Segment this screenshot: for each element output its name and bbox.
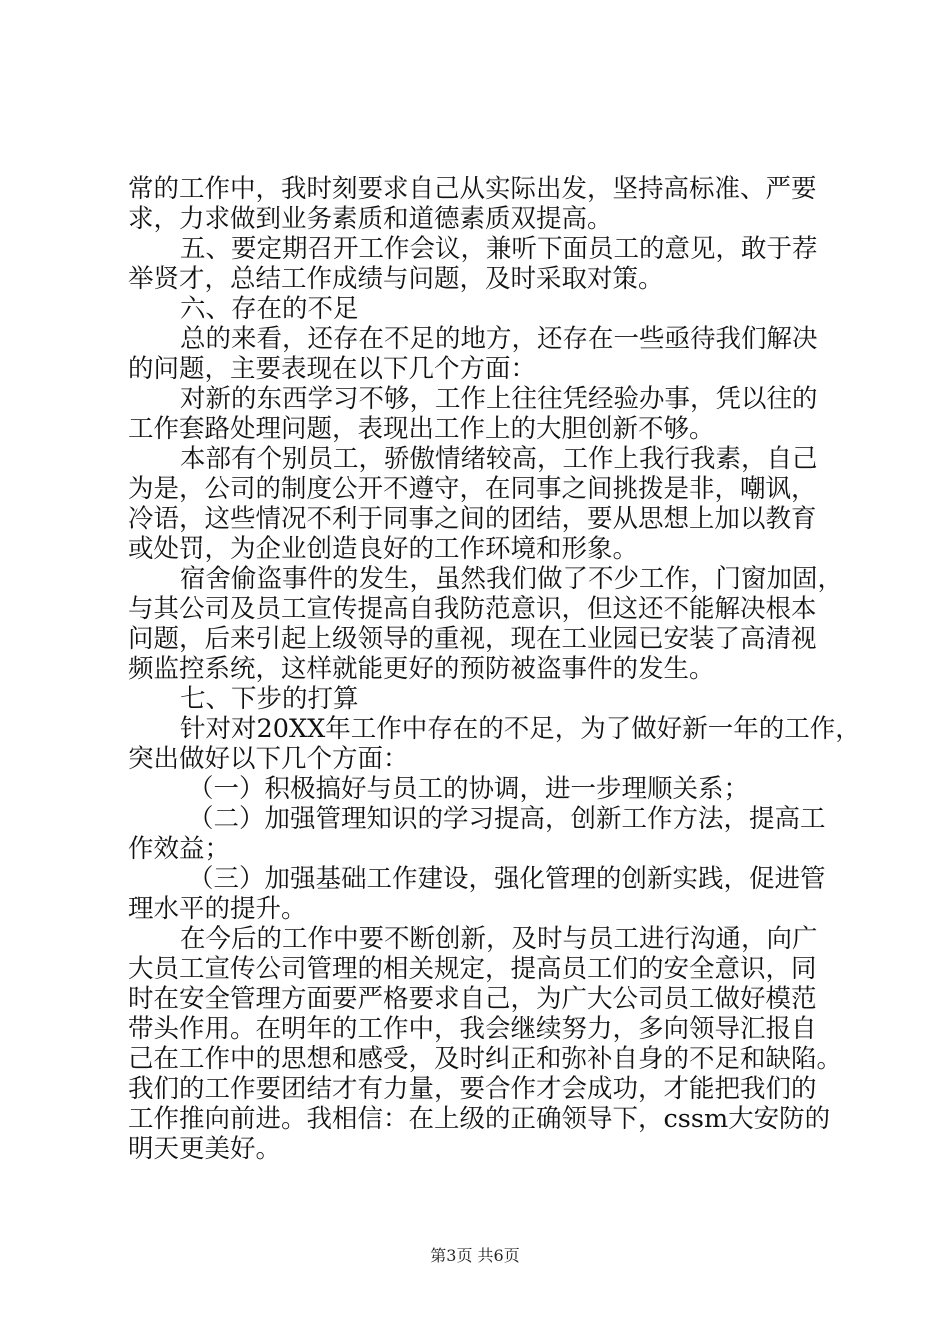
text-line: （一）积极搞好与员工的协调，进一步理顺关系； (188, 774, 750, 804)
paragraph (128, 324, 828, 384)
text-line: 理水平的提升。 (128, 894, 307, 924)
text-line: 五、要定期召开工作会议，兼听下面员工的意见，敢于荐 (180, 234, 818, 264)
text-line: 为是，公司的制度公开不遵守，在同事之间挑拨是非，嘲讽， (128, 474, 817, 504)
text-line: 七、下步的打算 (180, 684, 359, 714)
paragraph (128, 714, 861, 774)
text-line: 问题，后来引起上级领导的重视，现在工业园已安装了高清视 (128, 624, 817, 654)
text-line: 工作套路处理问题，表现出工作上的大胆创新不够。 (128, 414, 715, 444)
text-line: 的问题，主要表现在以下几个方面： (128, 354, 537, 384)
text-line: 举贤才，总结工作成绩与问题，及时采取对策。 (128, 264, 664, 294)
paragraph (128, 774, 828, 804)
text-line: 常的工作中，我时刻要求自己从实际出发，坚持高标准、严要 (128, 174, 817, 204)
text-line: 带头作用。在明年的工作中，我会继续努力，多向领导汇报自 (128, 1014, 817, 1044)
text-line: 大员工宣传公司管理的相关规定，提高员工们的安全意识，同 (128, 954, 817, 984)
paragraph (128, 444, 828, 564)
text-line: 六、存在的不足 (180, 294, 359, 324)
text-line: 本部有个别员工，骄傲情绪较高，工作上我行我素，自己 (180, 444, 818, 474)
text-line: 宿舍偷盗事件的发生，虽然我们做了不少工作，门窗加固， (180, 564, 844, 594)
page-footer: 第3页 共6页 (430, 1246, 520, 1265)
text-line: 与其公司及员工宣传提高自我防范意识，但这还不能解决根本 (128, 594, 817, 624)
paragraph (128, 864, 828, 924)
text-line: （二）加强管理知识的学习提高，创新工作方法，提高工 (188, 804, 826, 834)
paragraph (128, 174, 828, 234)
text-line: 频监控系统，这样就能更好的预防被盗事件的发生。 (128, 654, 715, 684)
text-line: 己在工作中的思想和感受，及时纠正和弥补自身的不足和缺陷。 (128, 1044, 843, 1074)
text-line: 或处罚，为企业创造良好的工作环境和形象。 (128, 534, 639, 564)
paragraph (128, 924, 843, 1164)
text-line: 工作推向前进。我相信：在上级的正确领导下，cssm大安防的 (128, 1104, 831, 1134)
document-body (128, 174, 861, 1164)
paragraph (128, 564, 844, 684)
text-line: 求，力求做到业务素质和道德素质双提高。 (128, 204, 613, 234)
paragraph (128, 234, 828, 294)
text-line: 针对对20XX年工作中存在的不足，为了做好新一年的工作， (180, 714, 861, 744)
text-line: 时在安全管理方面要严格要求自己，为广大公司员工做好模范 (128, 984, 817, 1014)
text-line: 突出做好以下几个方面： (128, 744, 409, 774)
text-line: （三）加强基础工作建设，强化管理的创新实践，促进管 (188, 864, 826, 894)
text-line: 在今后的工作中要不断创新，及时与员工进行沟通，向广 (180, 924, 818, 954)
text-line: 冷语，这些情况不利于同事之间的团结，要从思想上加以教育 (128, 504, 817, 534)
paragraph (128, 384, 828, 444)
text-line: 作效益； (128, 834, 231, 864)
text-line: 对新的东西学习不够，工作上往往凭经验办事，凭以往的 (180, 384, 818, 414)
text-line: 明天更美好。 (128, 1134, 282, 1164)
paragraph (128, 294, 828, 324)
paragraph (128, 804, 828, 864)
text-line: 我们的工作要团结才有力量，要合作才会成功，才能把我们的 (128, 1074, 817, 1104)
text-line: 总的来看，还存在不足的地方，还存在一些亟待我们解决 (180, 324, 818, 354)
paragraph (128, 684, 828, 714)
